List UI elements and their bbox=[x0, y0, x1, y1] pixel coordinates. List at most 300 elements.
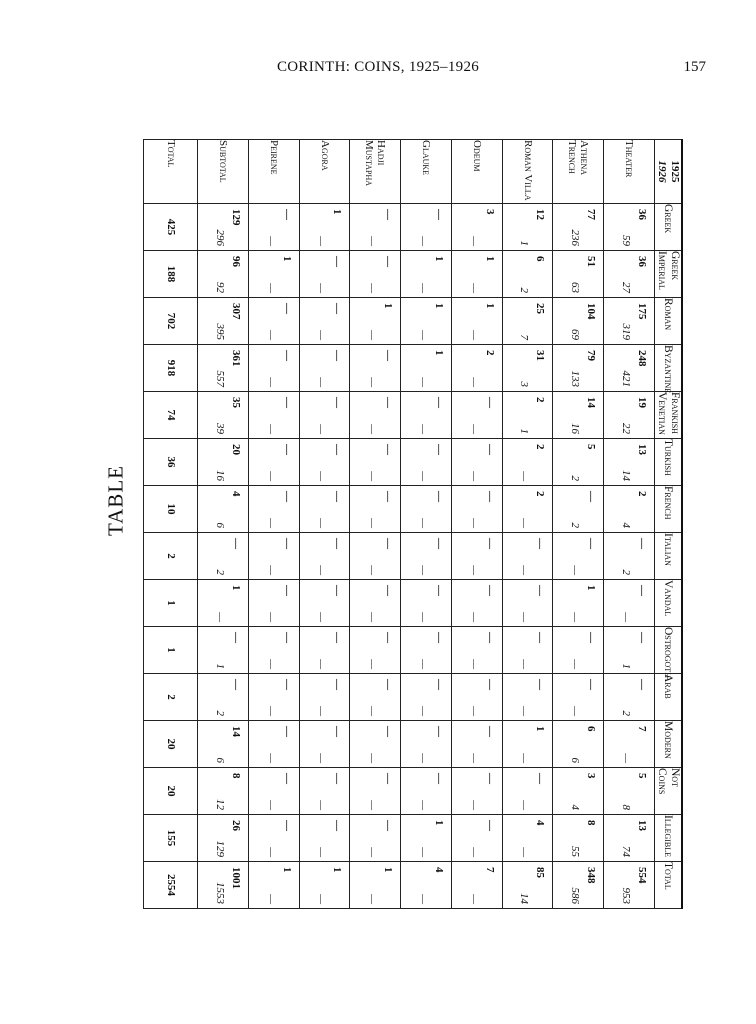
table-cell bbox=[553, 204, 604, 251]
count-1926: — bbox=[467, 753, 480, 763]
count-1926: — bbox=[620, 612, 632, 622]
count-1925: 1 bbox=[432, 820, 445, 826]
count-1925: — bbox=[280, 538, 293, 549]
total-row bbox=[144, 140, 198, 909]
column-header: Illegible bbox=[655, 815, 683, 862]
count-1925: — bbox=[636, 538, 648, 549]
count-1926: 319 bbox=[620, 323, 632, 340]
total-value: 20 bbox=[144, 768, 198, 815]
count-1926: — bbox=[366, 283, 379, 293]
year-1926: 1926 bbox=[656, 160, 668, 183]
count-1926: 8 bbox=[620, 804, 632, 810]
column-header: Turkish bbox=[655, 439, 683, 486]
count-1925: — bbox=[280, 773, 293, 784]
table-cell bbox=[451, 674, 502, 721]
count-1926: — bbox=[264, 659, 277, 669]
count-1926: — bbox=[416, 377, 429, 387]
count-1925: — bbox=[382, 256, 395, 267]
table-cell bbox=[451, 486, 502, 533]
count-1925: — bbox=[483, 773, 496, 784]
count-1925: — bbox=[432, 444, 445, 455]
count-1925: — bbox=[280, 726, 293, 737]
table-cell bbox=[502, 721, 553, 768]
coin-table-container bbox=[143, 139, 683, 904]
table-cell bbox=[248, 533, 299, 580]
count-1925: 104 bbox=[585, 303, 598, 320]
count-1926: — bbox=[518, 847, 531, 857]
count-1925: — bbox=[229, 679, 242, 690]
count-1925: — bbox=[534, 632, 547, 643]
count-1926: — bbox=[569, 612, 582, 622]
count-1925: — bbox=[432, 773, 445, 784]
total-value: 2 bbox=[144, 674, 198, 721]
table-row bbox=[604, 140, 655, 909]
count-1926: 2 bbox=[569, 475, 582, 481]
table-cell bbox=[604, 486, 655, 533]
count-1926: 39 bbox=[213, 423, 226, 434]
row-label: Subtotal bbox=[198, 140, 249, 204]
total-value: 20 bbox=[144, 721, 198, 768]
count-1925: — bbox=[229, 538, 242, 549]
count-1926: — bbox=[416, 612, 429, 622]
count-1925: 13 bbox=[636, 444, 648, 455]
count-1926: — bbox=[569, 659, 582, 669]
count-1926: 16 bbox=[213, 470, 226, 481]
row-label: Glauke bbox=[401, 140, 452, 204]
table-cell bbox=[451, 862, 502, 909]
count-1925: — bbox=[382, 538, 395, 549]
table-cell bbox=[502, 674, 553, 721]
count-1926: 14 bbox=[518, 893, 531, 904]
count-1926: — bbox=[416, 424, 429, 434]
count-1925: — bbox=[331, 397, 344, 408]
count-1925: — bbox=[382, 209, 395, 220]
count-1925: — bbox=[280, 585, 293, 596]
table-cell bbox=[248, 345, 299, 392]
table-row bbox=[248, 140, 299, 909]
table-cell bbox=[350, 580, 401, 627]
count-1926: — bbox=[467, 377, 480, 387]
total-value: 36 bbox=[144, 439, 198, 486]
table-row bbox=[401, 140, 452, 909]
count-1925: — bbox=[280, 820, 293, 831]
count-1925: 554 bbox=[636, 867, 648, 884]
count-1925: 348 bbox=[585, 867, 598, 884]
column-header: Roman bbox=[655, 298, 683, 345]
table-cell bbox=[451, 392, 502, 439]
table-cell bbox=[502, 533, 553, 580]
table-cell bbox=[198, 627, 249, 674]
column-header: Frankish Venetian bbox=[655, 392, 683, 439]
coin-table bbox=[143, 139, 683, 909]
table-cell bbox=[502, 298, 553, 345]
table-cell bbox=[299, 392, 350, 439]
count-1925: — bbox=[382, 679, 395, 690]
table-cell bbox=[553, 439, 604, 486]
count-1926: — bbox=[264, 847, 277, 857]
count-1925: — bbox=[280, 444, 293, 455]
count-1926: — bbox=[416, 847, 429, 857]
count-1925: — bbox=[382, 773, 395, 784]
row-label: Roman Villa bbox=[502, 140, 553, 204]
table-cell bbox=[604, 392, 655, 439]
count-1925: 77 bbox=[585, 209, 598, 220]
count-1926: 133 bbox=[569, 370, 582, 387]
table-cell bbox=[553, 486, 604, 533]
count-1925: — bbox=[585, 679, 598, 690]
table-cell bbox=[350, 251, 401, 298]
count-1925: 5 bbox=[585, 444, 598, 450]
count-1925: 1 bbox=[432, 350, 445, 356]
count-1926: — bbox=[366, 894, 379, 904]
count-1925: — bbox=[280, 303, 293, 314]
table-cell bbox=[451, 204, 502, 251]
count-1925: 248 bbox=[636, 350, 648, 367]
count-1926: 2 bbox=[213, 569, 226, 575]
count-1926: 63 bbox=[569, 282, 582, 293]
total-value: 425 bbox=[144, 204, 198, 251]
count-1926: — bbox=[467, 847, 480, 857]
count-1925: — bbox=[534, 585, 547, 596]
count-1926: — bbox=[366, 612, 379, 622]
count-1926: 1 bbox=[518, 240, 531, 246]
table-cell bbox=[350, 392, 401, 439]
table-cell bbox=[299, 345, 350, 392]
table-cell bbox=[502, 862, 553, 909]
count-1926: — bbox=[366, 518, 379, 528]
count-1926: — bbox=[416, 800, 429, 810]
table-cell bbox=[248, 251, 299, 298]
table-cell bbox=[604, 768, 655, 815]
table-cell bbox=[350, 533, 401, 580]
count-1926: — bbox=[569, 706, 582, 716]
table-cell bbox=[502, 768, 553, 815]
table-cell bbox=[401, 204, 452, 251]
count-1926: — bbox=[518, 800, 531, 810]
count-1926: 2 bbox=[213, 710, 226, 716]
table-cell bbox=[604, 251, 655, 298]
count-1925: 13 bbox=[636, 820, 648, 831]
count-1925: — bbox=[331, 538, 344, 549]
count-1926: — bbox=[366, 847, 379, 857]
count-1926: — bbox=[416, 471, 429, 481]
table-cell bbox=[198, 815, 249, 862]
count-1926: — bbox=[467, 330, 480, 340]
count-1925: — bbox=[280, 397, 293, 408]
table-cell bbox=[350, 345, 401, 392]
count-1925: — bbox=[382, 632, 395, 643]
count-1926: — bbox=[416, 236, 429, 246]
count-1925: 175 bbox=[636, 303, 648, 320]
count-1925: — bbox=[483, 491, 496, 502]
count-1925: — bbox=[280, 209, 293, 220]
table-cell bbox=[604, 345, 655, 392]
count-1925: 4 bbox=[432, 867, 445, 873]
table-cell bbox=[451, 439, 502, 486]
count-1925: — bbox=[483, 585, 496, 596]
table-cell bbox=[451, 768, 502, 815]
table-cell bbox=[502, 392, 553, 439]
count-1925: — bbox=[483, 444, 496, 455]
count-1926: 92 bbox=[213, 282, 226, 293]
count-1925: — bbox=[483, 538, 496, 549]
row-label: Agora bbox=[299, 140, 350, 204]
table-cell bbox=[451, 345, 502, 392]
count-1925: 1 bbox=[483, 256, 496, 262]
count-1925: — bbox=[331, 350, 344, 361]
count-1926: 4 bbox=[620, 522, 632, 528]
count-1926: — bbox=[366, 800, 379, 810]
count-1925: — bbox=[280, 491, 293, 502]
count-1925: — bbox=[483, 820, 496, 831]
count-1925: 2 bbox=[483, 350, 496, 356]
count-1925: — bbox=[382, 397, 395, 408]
count-1926: — bbox=[467, 800, 480, 810]
count-1925: 2 bbox=[534, 444, 547, 450]
column-header: French bbox=[655, 486, 683, 533]
table-row bbox=[350, 140, 401, 909]
count-1926: — bbox=[315, 800, 328, 810]
table-cell bbox=[350, 768, 401, 815]
count-1925: — bbox=[331, 444, 344, 455]
count-1925: — bbox=[432, 726, 445, 737]
table-cell bbox=[553, 768, 604, 815]
table-cell bbox=[248, 580, 299, 627]
count-1926: 129 bbox=[213, 840, 226, 857]
table-cell bbox=[248, 439, 299, 486]
count-1926: 69 bbox=[569, 329, 582, 340]
count-1926: — bbox=[518, 471, 531, 481]
count-1926: — bbox=[315, 377, 328, 387]
count-1926: 236 bbox=[569, 229, 582, 246]
count-1926: 12 bbox=[213, 799, 226, 810]
count-1925: 31 bbox=[534, 350, 547, 361]
table-cell bbox=[299, 486, 350, 533]
count-1926: — bbox=[315, 753, 328, 763]
table-cell bbox=[401, 251, 452, 298]
table-cell bbox=[350, 674, 401, 721]
count-1925: — bbox=[534, 773, 547, 784]
table-cell bbox=[350, 862, 401, 909]
count-1925: 20 bbox=[229, 444, 242, 455]
table-cell bbox=[350, 298, 401, 345]
count-1925: — bbox=[382, 820, 395, 831]
count-1925: — bbox=[331, 820, 344, 831]
count-1926: 1 bbox=[518, 428, 531, 434]
total-value: 74 bbox=[144, 392, 198, 439]
count-1925: 5 bbox=[636, 773, 648, 779]
table-cell bbox=[198, 768, 249, 815]
count-1926: — bbox=[264, 612, 277, 622]
count-1926: 22 bbox=[620, 423, 632, 434]
count-1926: 6 bbox=[569, 757, 582, 763]
table-cell bbox=[553, 674, 604, 721]
count-1926: — bbox=[264, 330, 277, 340]
count-1926: — bbox=[366, 377, 379, 387]
count-1925: 96 bbox=[229, 256, 242, 267]
total-value: 10 bbox=[144, 486, 198, 533]
count-1926: 1 bbox=[213, 663, 226, 669]
count-1926: — bbox=[366, 236, 379, 246]
count-1925: 1 bbox=[382, 867, 395, 873]
table-cell bbox=[248, 204, 299, 251]
count-1925: — bbox=[636, 632, 648, 643]
table-cell bbox=[401, 298, 452, 345]
table-cell bbox=[553, 298, 604, 345]
count-1926: 27 bbox=[620, 282, 632, 293]
count-1926: — bbox=[366, 424, 379, 434]
count-1926: — bbox=[467, 612, 480, 622]
count-1926: 55 bbox=[569, 846, 582, 857]
count-1926: — bbox=[264, 706, 277, 716]
count-1926: — bbox=[264, 565, 277, 575]
column-header: Vandal bbox=[655, 580, 683, 627]
table-row bbox=[451, 140, 502, 909]
table-cell bbox=[248, 298, 299, 345]
count-1926: — bbox=[467, 424, 480, 434]
table-cell bbox=[401, 721, 452, 768]
table-cell bbox=[198, 251, 249, 298]
count-1925: 1 bbox=[331, 209, 344, 215]
table-cell bbox=[451, 627, 502, 674]
count-1926: 2 bbox=[620, 569, 632, 575]
row-label: Peirene bbox=[248, 140, 299, 204]
count-1925: 6 bbox=[534, 256, 547, 262]
table-cell bbox=[198, 580, 249, 627]
count-1926: — bbox=[315, 424, 328, 434]
table-cell bbox=[502, 439, 553, 486]
count-1925: 8 bbox=[585, 820, 598, 826]
count-1925: — bbox=[636, 679, 648, 690]
count-1926: — bbox=[518, 753, 531, 763]
row-label: Athena Trench bbox=[553, 140, 604, 204]
table-cell bbox=[451, 298, 502, 345]
count-1925: 129 bbox=[229, 209, 242, 226]
count-1925: 26 bbox=[229, 820, 242, 831]
column-header: Arab bbox=[655, 674, 683, 721]
count-1925: 36 bbox=[636, 256, 648, 267]
count-1926: 421 bbox=[620, 370, 632, 387]
count-1926: — bbox=[366, 330, 379, 340]
table-cell bbox=[198, 486, 249, 533]
total-value: 1 bbox=[144, 627, 198, 674]
table-cell bbox=[198, 439, 249, 486]
table-cell bbox=[604, 721, 655, 768]
count-1926: 16 bbox=[569, 423, 582, 434]
count-1925: — bbox=[331, 773, 344, 784]
count-1926: — bbox=[264, 518, 277, 528]
table-cell bbox=[299, 768, 350, 815]
count-1926: — bbox=[467, 894, 480, 904]
table-cell bbox=[553, 580, 604, 627]
count-1926: 557 bbox=[213, 370, 226, 387]
column-header: Greek Imperial bbox=[655, 251, 683, 298]
table-cell bbox=[248, 721, 299, 768]
count-1925: — bbox=[331, 491, 344, 502]
table-cell bbox=[502, 815, 553, 862]
total-value: 702 bbox=[144, 298, 198, 345]
count-1926: — bbox=[467, 565, 480, 575]
table-cell bbox=[553, 345, 604, 392]
count-1926: — bbox=[467, 659, 480, 669]
count-1926: — bbox=[264, 800, 277, 810]
table-cell bbox=[350, 439, 401, 486]
count-1926: — bbox=[366, 706, 379, 716]
count-1925: — bbox=[432, 679, 445, 690]
count-1925: 1 bbox=[432, 303, 445, 309]
count-1926: — bbox=[366, 753, 379, 763]
count-1926: — bbox=[366, 471, 379, 481]
count-1925: — bbox=[382, 350, 395, 361]
count-1926: — bbox=[315, 565, 328, 575]
table-cell bbox=[553, 721, 604, 768]
table-cell bbox=[401, 392, 452, 439]
table-cell bbox=[401, 533, 452, 580]
table-cell bbox=[350, 627, 401, 674]
table-cell bbox=[553, 862, 604, 909]
count-1925: 2 bbox=[534, 397, 547, 403]
count-1926: — bbox=[416, 753, 429, 763]
table-cell bbox=[198, 298, 249, 345]
count-1926: 6 bbox=[213, 757, 226, 763]
table-cell bbox=[248, 674, 299, 721]
count-1926: 296 bbox=[213, 229, 226, 246]
table-cell bbox=[299, 251, 350, 298]
count-1926: — bbox=[366, 659, 379, 669]
count-1925: — bbox=[382, 444, 395, 455]
count-1926: 953 bbox=[620, 887, 632, 904]
count-1925: 1 bbox=[280, 867, 293, 873]
table-label bbox=[86, 465, 146, 536]
column-header: Greek bbox=[655, 204, 683, 251]
total-value: 2554 bbox=[144, 862, 198, 909]
table-cell bbox=[401, 627, 452, 674]
count-1925: 1001 bbox=[229, 867, 242, 889]
table-cell bbox=[401, 815, 452, 862]
total-value: 2 bbox=[144, 533, 198, 580]
column-header: Not Coins bbox=[655, 768, 683, 815]
count-1926: — bbox=[467, 706, 480, 716]
count-1925: — bbox=[585, 632, 598, 643]
table-cell bbox=[248, 392, 299, 439]
count-1925: 361 bbox=[229, 350, 242, 367]
page-number: 157 bbox=[683, 59, 706, 75]
count-1926: — bbox=[315, 659, 328, 669]
count-1926: — bbox=[416, 659, 429, 669]
count-1925: 1 bbox=[483, 303, 496, 309]
count-1925: — bbox=[229, 632, 242, 643]
count-1925: 19 bbox=[636, 397, 648, 408]
count-1926: — bbox=[264, 236, 277, 246]
count-1926: — bbox=[467, 283, 480, 293]
count-1926: — bbox=[264, 753, 277, 763]
count-1926: — bbox=[264, 894, 277, 904]
count-1926: — bbox=[315, 236, 328, 246]
count-1926: — bbox=[518, 565, 531, 575]
count-1925: 6 bbox=[585, 726, 598, 732]
total-value: 188 bbox=[144, 251, 198, 298]
count-1926: — bbox=[264, 424, 277, 434]
count-1925: 1 bbox=[534, 726, 547, 732]
count-1925: 8 bbox=[229, 773, 242, 779]
table-row bbox=[553, 140, 604, 909]
count-1925: — bbox=[432, 491, 445, 502]
count-1925: — bbox=[331, 679, 344, 690]
count-1925: — bbox=[585, 491, 598, 502]
count-1926: — bbox=[264, 471, 277, 481]
count-1925: 2 bbox=[534, 491, 547, 497]
count-1926: — bbox=[264, 377, 277, 387]
